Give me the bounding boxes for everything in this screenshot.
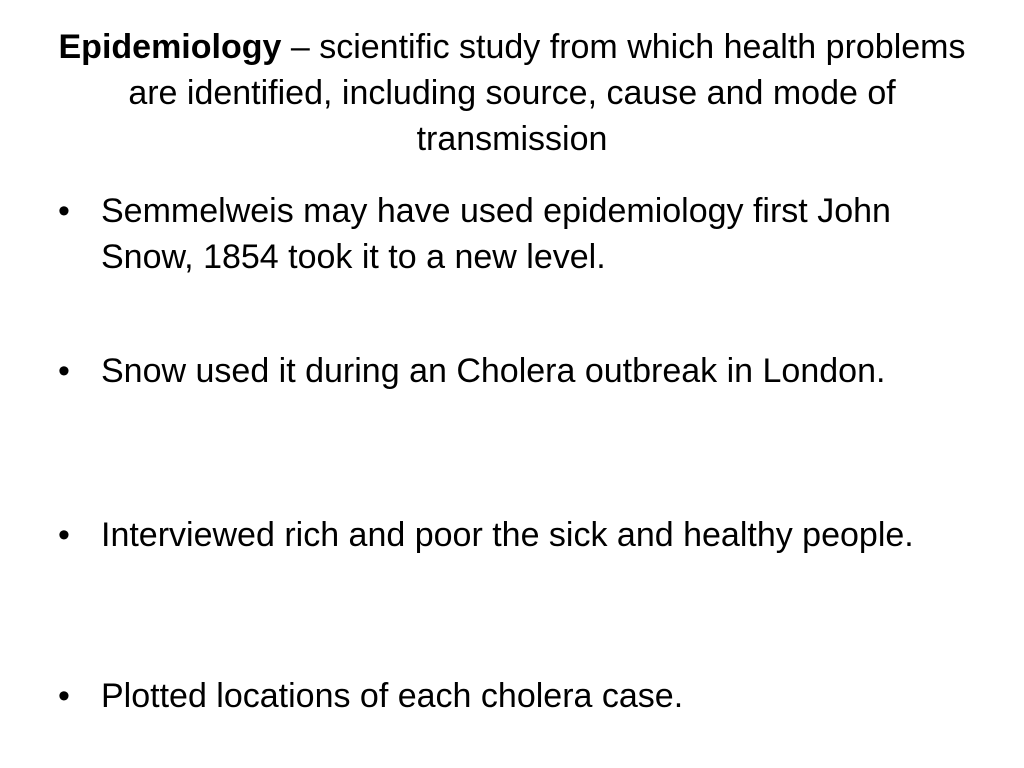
bullet-text: Semmelweis may have used epidemiology first John Snow, 1854 took it to a new level. (101, 192, 891, 276)
bullet-point-icon: • (58, 677, 70, 715)
bullet-item (58, 673, 958, 719)
bullet-text: Snow used it during an Cholera outbreak in London. (101, 352, 886, 390)
bullet-item (58, 348, 958, 394)
bullet-item (58, 512, 958, 558)
bullet-text: Plotted locations of each cholera case. (101, 677, 684, 715)
bullet-point-icon: • (58, 192, 70, 230)
bullet-point-icon: • (58, 352, 70, 390)
bullet-text: Interviewed rich and poor the sick and healthy people. (101, 516, 914, 554)
bullet-item (58, 188, 958, 280)
title-definition: – scientific study from which health problems are identified, including source, cause and mode of transmission (128, 28, 966, 158)
bullet-point-icon: • (58, 516, 70, 554)
title-term: Epidemiology (58, 28, 282, 66)
